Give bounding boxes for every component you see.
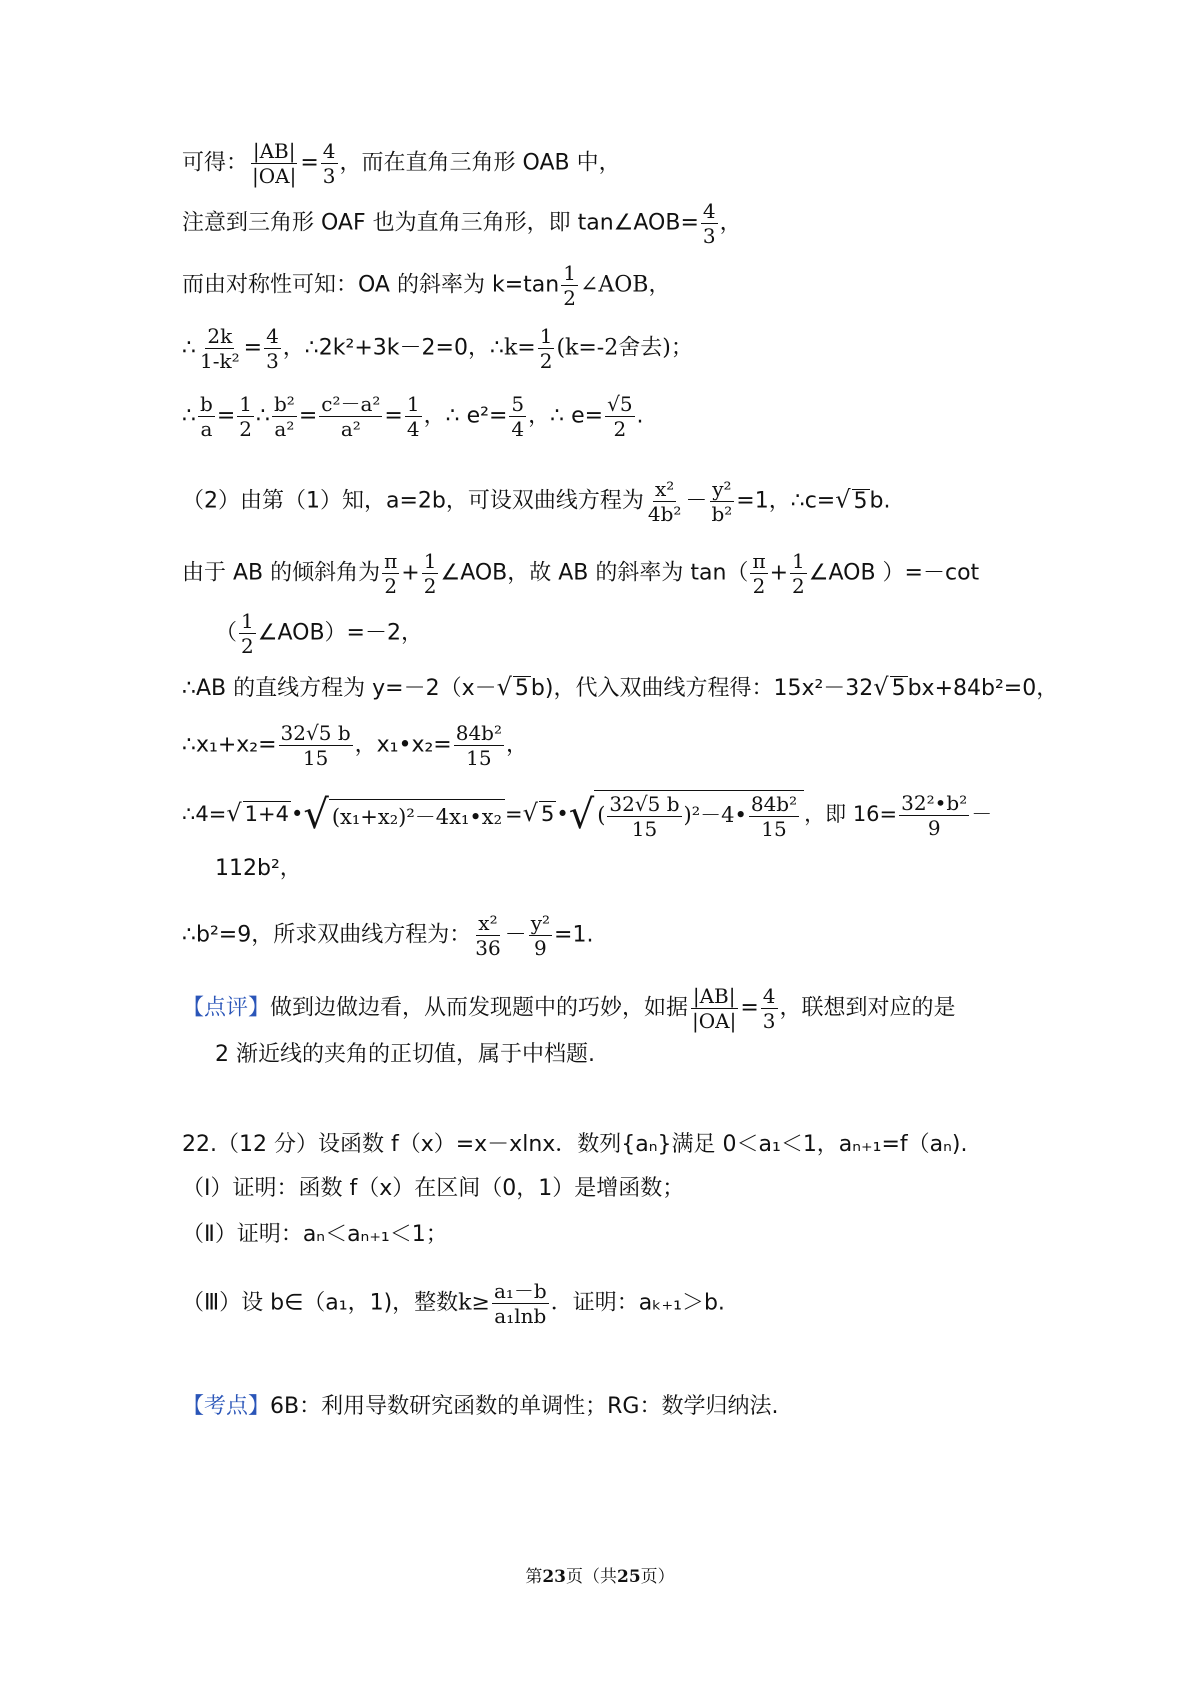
text: 由于 AB 的倾斜角为 xyxy=(182,560,381,586)
equals: = xyxy=(216,403,236,429)
text: =1. xyxy=(554,922,594,948)
denominator: b² xyxy=(711,502,733,526)
text: ∠AOB ）=－cot xyxy=(808,560,980,586)
minus: － xyxy=(504,922,527,948)
numerator: 1 xyxy=(406,392,420,416)
text: ，而在直角三角形 OAB 中， xyxy=(339,150,621,176)
text: ．证明：aₖ₊₁＞b. xyxy=(550,1290,725,1316)
text: ∴ xyxy=(255,403,270,429)
equals: = xyxy=(300,150,319,176)
fraction xyxy=(690,985,738,1032)
denominator: 2 xyxy=(792,574,805,598)
denominator: 15 xyxy=(466,746,492,770)
fraction xyxy=(538,325,555,372)
line-17 xyxy=(182,1174,684,1204)
minus: － xyxy=(685,488,708,514)
radical-sign: √ xyxy=(873,673,889,701)
numerator: 2k xyxy=(207,324,233,348)
fraction xyxy=(382,550,399,597)
text: (k=-2舍去)； xyxy=(556,335,693,361)
numerator: 1 xyxy=(563,261,576,285)
dot: • xyxy=(556,802,569,826)
numerator: |AB| xyxy=(252,139,296,163)
line-5 xyxy=(182,393,644,440)
text: ，∴ e= xyxy=(528,403,604,429)
fraction xyxy=(492,1280,549,1327)
denominator: 2 xyxy=(539,349,553,373)
radical-sign: √ xyxy=(522,799,538,827)
equals: = xyxy=(298,403,318,429)
equals: = xyxy=(384,403,403,429)
fraction xyxy=(790,550,807,597)
fraction xyxy=(279,722,353,769)
text: bx+84b²=0， xyxy=(907,676,1059,701)
numerator: π xyxy=(384,549,398,573)
footer-text: 第 xyxy=(525,1567,543,1587)
equals: = xyxy=(505,802,523,826)
numerator: y² xyxy=(530,911,551,935)
text: （Ⅰ）证明：函数 f（x）在区间（0，1）是增函数； xyxy=(182,1176,685,1201)
numerator: x² xyxy=(478,911,498,935)
denominator: a² xyxy=(340,417,361,441)
text: ∴ xyxy=(182,335,196,361)
fraction xyxy=(529,912,552,959)
text: b)，代入双曲线方程得：15x²－32 xyxy=(530,676,874,701)
line-1 xyxy=(182,140,621,187)
line-15 xyxy=(215,1040,595,1070)
text: ，x₁•x₂= xyxy=(354,732,452,758)
fraction xyxy=(607,793,681,840)
numerator: 4 xyxy=(702,199,716,223)
numerator: 4 xyxy=(266,324,279,348)
fraction xyxy=(405,393,422,440)
denominator: 15 xyxy=(631,817,658,841)
paren: ( xyxy=(597,803,606,827)
fraction xyxy=(750,550,767,597)
numerator: 1 xyxy=(239,392,252,416)
denominator: 2 xyxy=(563,286,576,310)
line-6 xyxy=(182,478,891,525)
line-12 xyxy=(215,854,302,884)
line-13 xyxy=(182,912,593,959)
radicand: 1+4 xyxy=(244,802,289,826)
radicand: 5 xyxy=(853,488,868,514)
text: 注意到三角形 OAF 也为直角三角形，即 tan∠AOB= xyxy=(182,210,699,236)
denominator: 2 xyxy=(423,574,437,598)
text: k≥ xyxy=(458,1290,490,1316)
page-footer xyxy=(0,1562,1200,1587)
line-14 xyxy=(182,985,956,1032)
plus: + xyxy=(769,560,789,586)
text: . xyxy=(636,403,644,429)
text: ，∴2k²+3k－2=0，∴ xyxy=(282,335,504,361)
line-19 xyxy=(182,1280,725,1327)
plus: + xyxy=(401,560,420,586)
text: （Ⅲ）设 b∈（a₁，1)，整数 xyxy=(182,1290,459,1316)
radicand: 5 xyxy=(540,802,555,826)
text: 做到边做边看，从而发现题中的巧妙，如据 xyxy=(270,995,689,1021)
numerator: π xyxy=(752,549,766,573)
numerator: x² xyxy=(655,477,675,501)
numerator: 84b² xyxy=(750,792,798,816)
denominator: 36 xyxy=(475,936,501,960)
footer-text: 页） xyxy=(640,1567,675,1587)
radicand: (x₁+x₂)²－4x₁•x₂ xyxy=(329,799,505,832)
denominator: 4 xyxy=(406,417,420,441)
text: ∴AB 的直线方程为 y=－2（x－ xyxy=(182,676,497,701)
line-3 xyxy=(182,262,670,309)
denominator: 2 xyxy=(752,574,766,598)
denominator: |OA| xyxy=(692,1009,737,1033)
fraction xyxy=(239,610,256,657)
fraction xyxy=(250,140,298,187)
text: 2 渐近线的夹角的正切值，属于中档题. xyxy=(215,1042,595,1067)
numerator: 32√5 b xyxy=(280,721,351,745)
text: ∴ xyxy=(182,403,196,429)
text: ∠AOB）=－2， xyxy=(257,620,423,646)
denominator: 2 xyxy=(241,634,254,658)
radicand xyxy=(594,790,804,840)
radicand: 5 xyxy=(891,676,906,701)
denominator: a² xyxy=(274,417,295,441)
denominator: 15 xyxy=(302,746,329,770)
denominator: |OA| xyxy=(252,164,297,188)
text: ∠AOB，故 AB 的斜率为 tan（ xyxy=(440,560,749,586)
radical-sign: √ xyxy=(835,485,851,514)
equals: = xyxy=(243,335,263,361)
numerator: 1 xyxy=(241,609,254,633)
text: ，即 16= xyxy=(804,802,898,826)
dot: • xyxy=(290,802,304,826)
text: ，∴ e²= xyxy=(423,403,508,429)
numerator: 4 xyxy=(762,984,776,1008)
numerator: 1 xyxy=(539,324,553,348)
line-4 xyxy=(182,325,693,372)
line-11 xyxy=(182,790,992,840)
denominator: 2 xyxy=(613,417,627,441)
footer-text: 页（共 xyxy=(566,1567,617,1587)
fraction xyxy=(264,325,281,372)
denominator: 3 xyxy=(762,1009,776,1033)
denominator: 3 xyxy=(266,349,279,373)
text: 22.（12 分）设函数 f（x）=x－xlnx．数列{aₙ}满足 0＜a₁＜1，aₙ₊₁=f（aₙ). xyxy=(182,1132,968,1157)
numerator: a₁－b xyxy=(493,1279,547,1303)
line-7 xyxy=(182,550,979,597)
comment-tag: 【点评】 xyxy=(182,995,271,1021)
text: 6B：利用导数研究函数的单调性；RG：数学归纳法. xyxy=(270,1394,779,1419)
denominator: 3 xyxy=(322,164,336,188)
denominator: a₁lnb xyxy=(494,1304,547,1328)
fraction xyxy=(605,393,634,440)
kaodian-tag: 【考点】 xyxy=(182,1394,271,1419)
fraction xyxy=(749,793,799,840)
fraction xyxy=(561,262,578,309)
line-10 xyxy=(182,722,528,769)
numerator: 1 xyxy=(423,549,437,573)
radical-sign: √ xyxy=(568,792,595,838)
page-number: 23 xyxy=(542,1567,566,1587)
text: ∴x₁+x₂= xyxy=(182,732,277,758)
fraction xyxy=(509,393,526,440)
denominator: a xyxy=(200,417,213,441)
text: ∠AOB， xyxy=(579,272,671,298)
denominator: 4 xyxy=(511,417,525,441)
numerator: |AB| xyxy=(692,984,736,1008)
fraction xyxy=(701,200,718,247)
equals: = xyxy=(740,995,759,1021)
text: b. xyxy=(869,488,891,514)
numerator: 1 xyxy=(792,549,805,573)
numerator: 5 xyxy=(511,392,525,416)
fraction xyxy=(899,792,969,839)
line-9 xyxy=(182,672,1058,704)
fraction xyxy=(198,325,242,372)
denominator: 9 xyxy=(533,936,547,960)
text: ，联想到对应的是 xyxy=(779,995,956,1021)
fraction xyxy=(709,478,734,525)
fraction xyxy=(422,550,439,597)
text: ， xyxy=(719,210,742,236)
fraction xyxy=(237,393,254,440)
fraction xyxy=(646,478,684,525)
denominator: 15 xyxy=(761,817,787,841)
text: )²－4• xyxy=(683,803,747,827)
fraction xyxy=(198,393,215,440)
fraction xyxy=(761,985,778,1032)
text: － xyxy=(971,802,993,826)
numerator: b xyxy=(200,392,213,416)
text: ， xyxy=(506,732,529,758)
numerator: √5 xyxy=(607,392,633,416)
radical-sign: √ xyxy=(226,799,242,827)
radicand: 5 xyxy=(514,676,529,701)
numerator: y² xyxy=(712,477,732,501)
line-2 xyxy=(182,200,742,247)
denominator: 9 xyxy=(927,815,941,840)
denominator: 3 xyxy=(702,224,716,248)
numerator: 32²•b² xyxy=(901,790,968,815)
denominator: 4b² xyxy=(647,502,682,526)
radical-sign: √ xyxy=(303,792,329,838)
fraction xyxy=(319,393,382,440)
text: k= xyxy=(503,335,536,361)
line-16-question-22 xyxy=(182,1130,968,1160)
text: （ xyxy=(215,620,238,646)
fraction xyxy=(321,140,338,187)
numerator: c²－a² xyxy=(321,392,381,416)
fraction xyxy=(473,912,502,959)
text: 而由对称性可知：OA 的斜率为 k=tan xyxy=(182,272,560,298)
denominator: 2 xyxy=(384,574,398,598)
text: （Ⅱ）证明：aₙ＜aₙ₊₁＜1； xyxy=(182,1222,448,1247)
denominator: 2 xyxy=(239,417,252,441)
line-8 xyxy=(215,610,423,657)
line-20 xyxy=(182,1392,778,1422)
line-18 xyxy=(182,1220,448,1250)
fraction xyxy=(272,393,297,440)
numerator: b² xyxy=(273,392,295,416)
radical-sign: √ xyxy=(496,673,512,701)
text: （2）由第（1）知，a=2b，可设双曲线方程为 xyxy=(182,488,644,514)
denominator: 1-k² xyxy=(200,349,240,373)
numerator: 4 xyxy=(322,139,336,163)
text: =1，∴c= xyxy=(736,488,836,514)
numerator: 84b² xyxy=(455,721,502,745)
text: 112b²， xyxy=(215,856,302,881)
text: ∴b²=9，所求双曲线方程为： xyxy=(182,922,472,948)
fraction xyxy=(454,722,504,769)
numerator: 32√5 b xyxy=(609,792,680,816)
text: 可得： xyxy=(182,150,249,176)
text: ∴4= xyxy=(182,802,227,826)
total-pages: 25 xyxy=(617,1567,641,1587)
